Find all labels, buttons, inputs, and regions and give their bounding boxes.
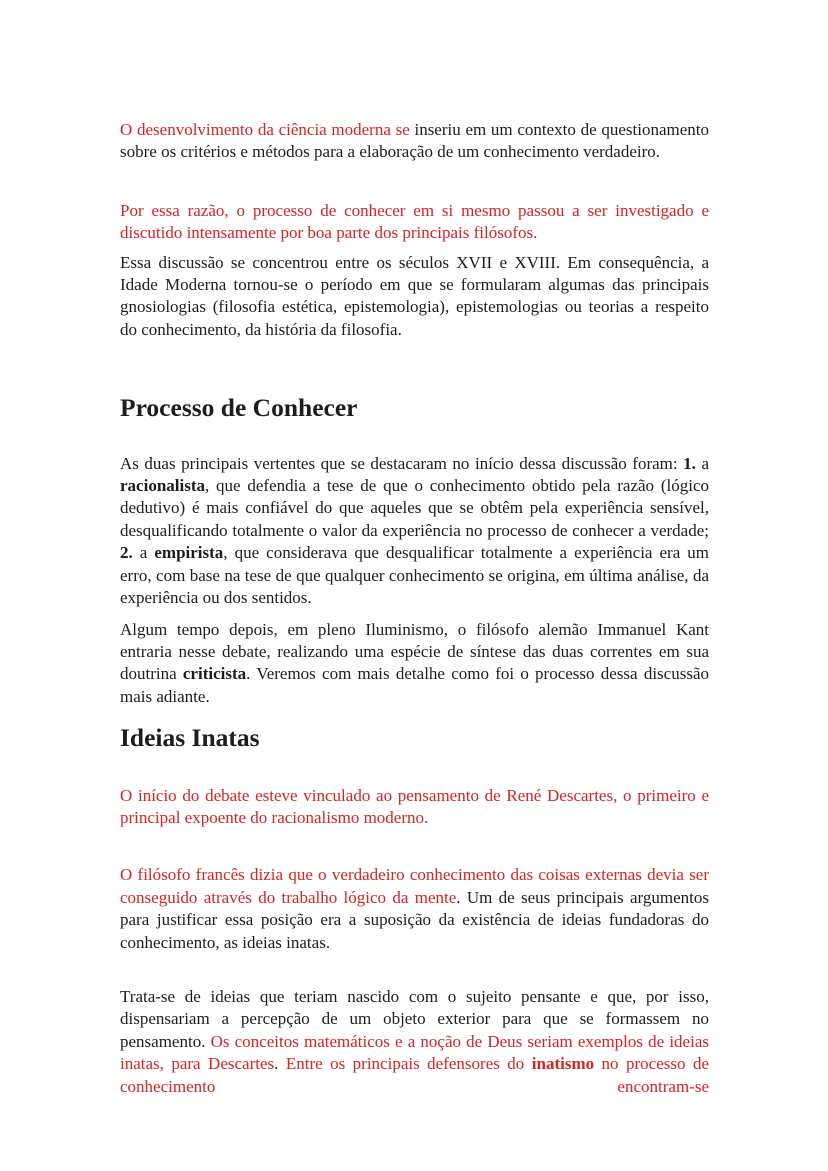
text-segment: racionalista <box>120 476 205 496</box>
text-segment: 1. <box>683 453 696 473</box>
text-segment: Os conceitos matemáticos e a noção de Deus seriam exemplos de ideias inatas, para Descartes <box>120 1031 709 1074</box>
text-segment: 2. <box>120 543 133 563</box>
text-segment: As duas principais vertentes que se destacaram no início dessa discussão foram: <box>120 453 684 473</box>
text-segment: a <box>132 543 155 563</box>
text-segment: empirista <box>154 543 224 563</box>
text-segment: no processo de conhecimento encontram-se <box>120 1054 709 1096</box>
text-segment: . Veremos com mais detalhe como foi o processo dessa discussão mais adiante. <box>120 664 709 706</box>
text-segment: O filósofo francês dizia que o verdadeiro conhecimento das coisas externas devia ser conseguido através do trabalho lógico da mente <box>120 865 709 907</box>
text-segment: inseriu em um contexto de questionamento sobre os critérios e métodos para a elaboração de um conhecimento verdadeiro. <box>120 120 709 162</box>
text-segment: Trata-se de ideias que teriam nascido com o sujeito pensante e que, por isso, dispensariam a percepção de um objeto exterior para que se formassem no pensamento. <box>120 986 709 1051</box>
text-segment: Entre os principais defensores do <box>285 1054 532 1074</box>
text-segment: , que considerava que desqualificar totalmente a experiência era um erro, com base na tese de que qualquer conhecimento se origina, em última análise, da experiência ou dos sentidos. <box>120 543 709 608</box>
paragraph-kant-criticism <box>120 619 709 709</box>
paragraph-descartes-debate <box>120 785 709 830</box>
heading-processo-de-conhecer <box>120 393 709 423</box>
heading-ideias-inatas <box>120 723 709 753</box>
paragraph-science-context <box>120 119 709 164</box>
document-content <box>120 119 709 1098</box>
paragraph-innate-ideas <box>120 986 709 1098</box>
paragraph-logical-mind <box>120 864 709 954</box>
text-segment: Processo de Conhecer <box>120 393 358 423</box>
paragraph-centuries-discussion <box>120 252 709 342</box>
text-segment: Essa discussão se concentrou entre os séculos XVII e XVIII. Em consequência, a Idade Moderna tornou-se o período em que se formularam algumas das principais gnosiologias (filosofia estética, epistemologia), epistemologias ou teorias a respeito do conhecimento, da história da filosofia. <box>120 252 709 339</box>
text-segment: Algum tempo depois, em pleno Iluminismo, o filósofo alemão Immanuel Kant entraria nesse debate, realizando uma espécie de síntese das duas correntes em sua doutrina <box>120 619 709 684</box>
text-segment: , que defendia a tese de que o conhecimento obtido pela razão (lógico dedutivo) é mais confiável do que aqueles que se obtêm pela experiência sensível, desqualificando totalmente o valor da experiência no processo de conhecer a verdade; <box>120 476 709 540</box>
text-segment: a <box>695 453 709 473</box>
paragraph-rationalist-empiricist <box>120 453 709 610</box>
text-segment: Por essa razão, o processo de conhecer em si mesmo passou a ser investigado e discutido intensamente por boa parte dos principais filósofos. <box>120 200 709 243</box>
text-segment: . <box>274 1054 286 1074</box>
text-segment: O início do debate esteve vinculado ao pensamento de René Descartes, o primeiro e principal expoente do racionalismo moderno. <box>120 785 709 827</box>
text-segment: inatismo <box>531 1054 595 1074</box>
text-segment: Ideias Inatas <box>120 723 260 753</box>
text-segment: O desenvolvimento da ciência moderna se <box>120 120 415 139</box>
text-segment: . Um de seus principais argumentos para justificar essa posição era a suposição da existência de ideias fundadoras do conhecimento, as ideias inatas. <box>120 887 709 952</box>
text-segment: criticista <box>182 664 247 684</box>
paragraph-process-investigated <box>120 200 709 245</box>
